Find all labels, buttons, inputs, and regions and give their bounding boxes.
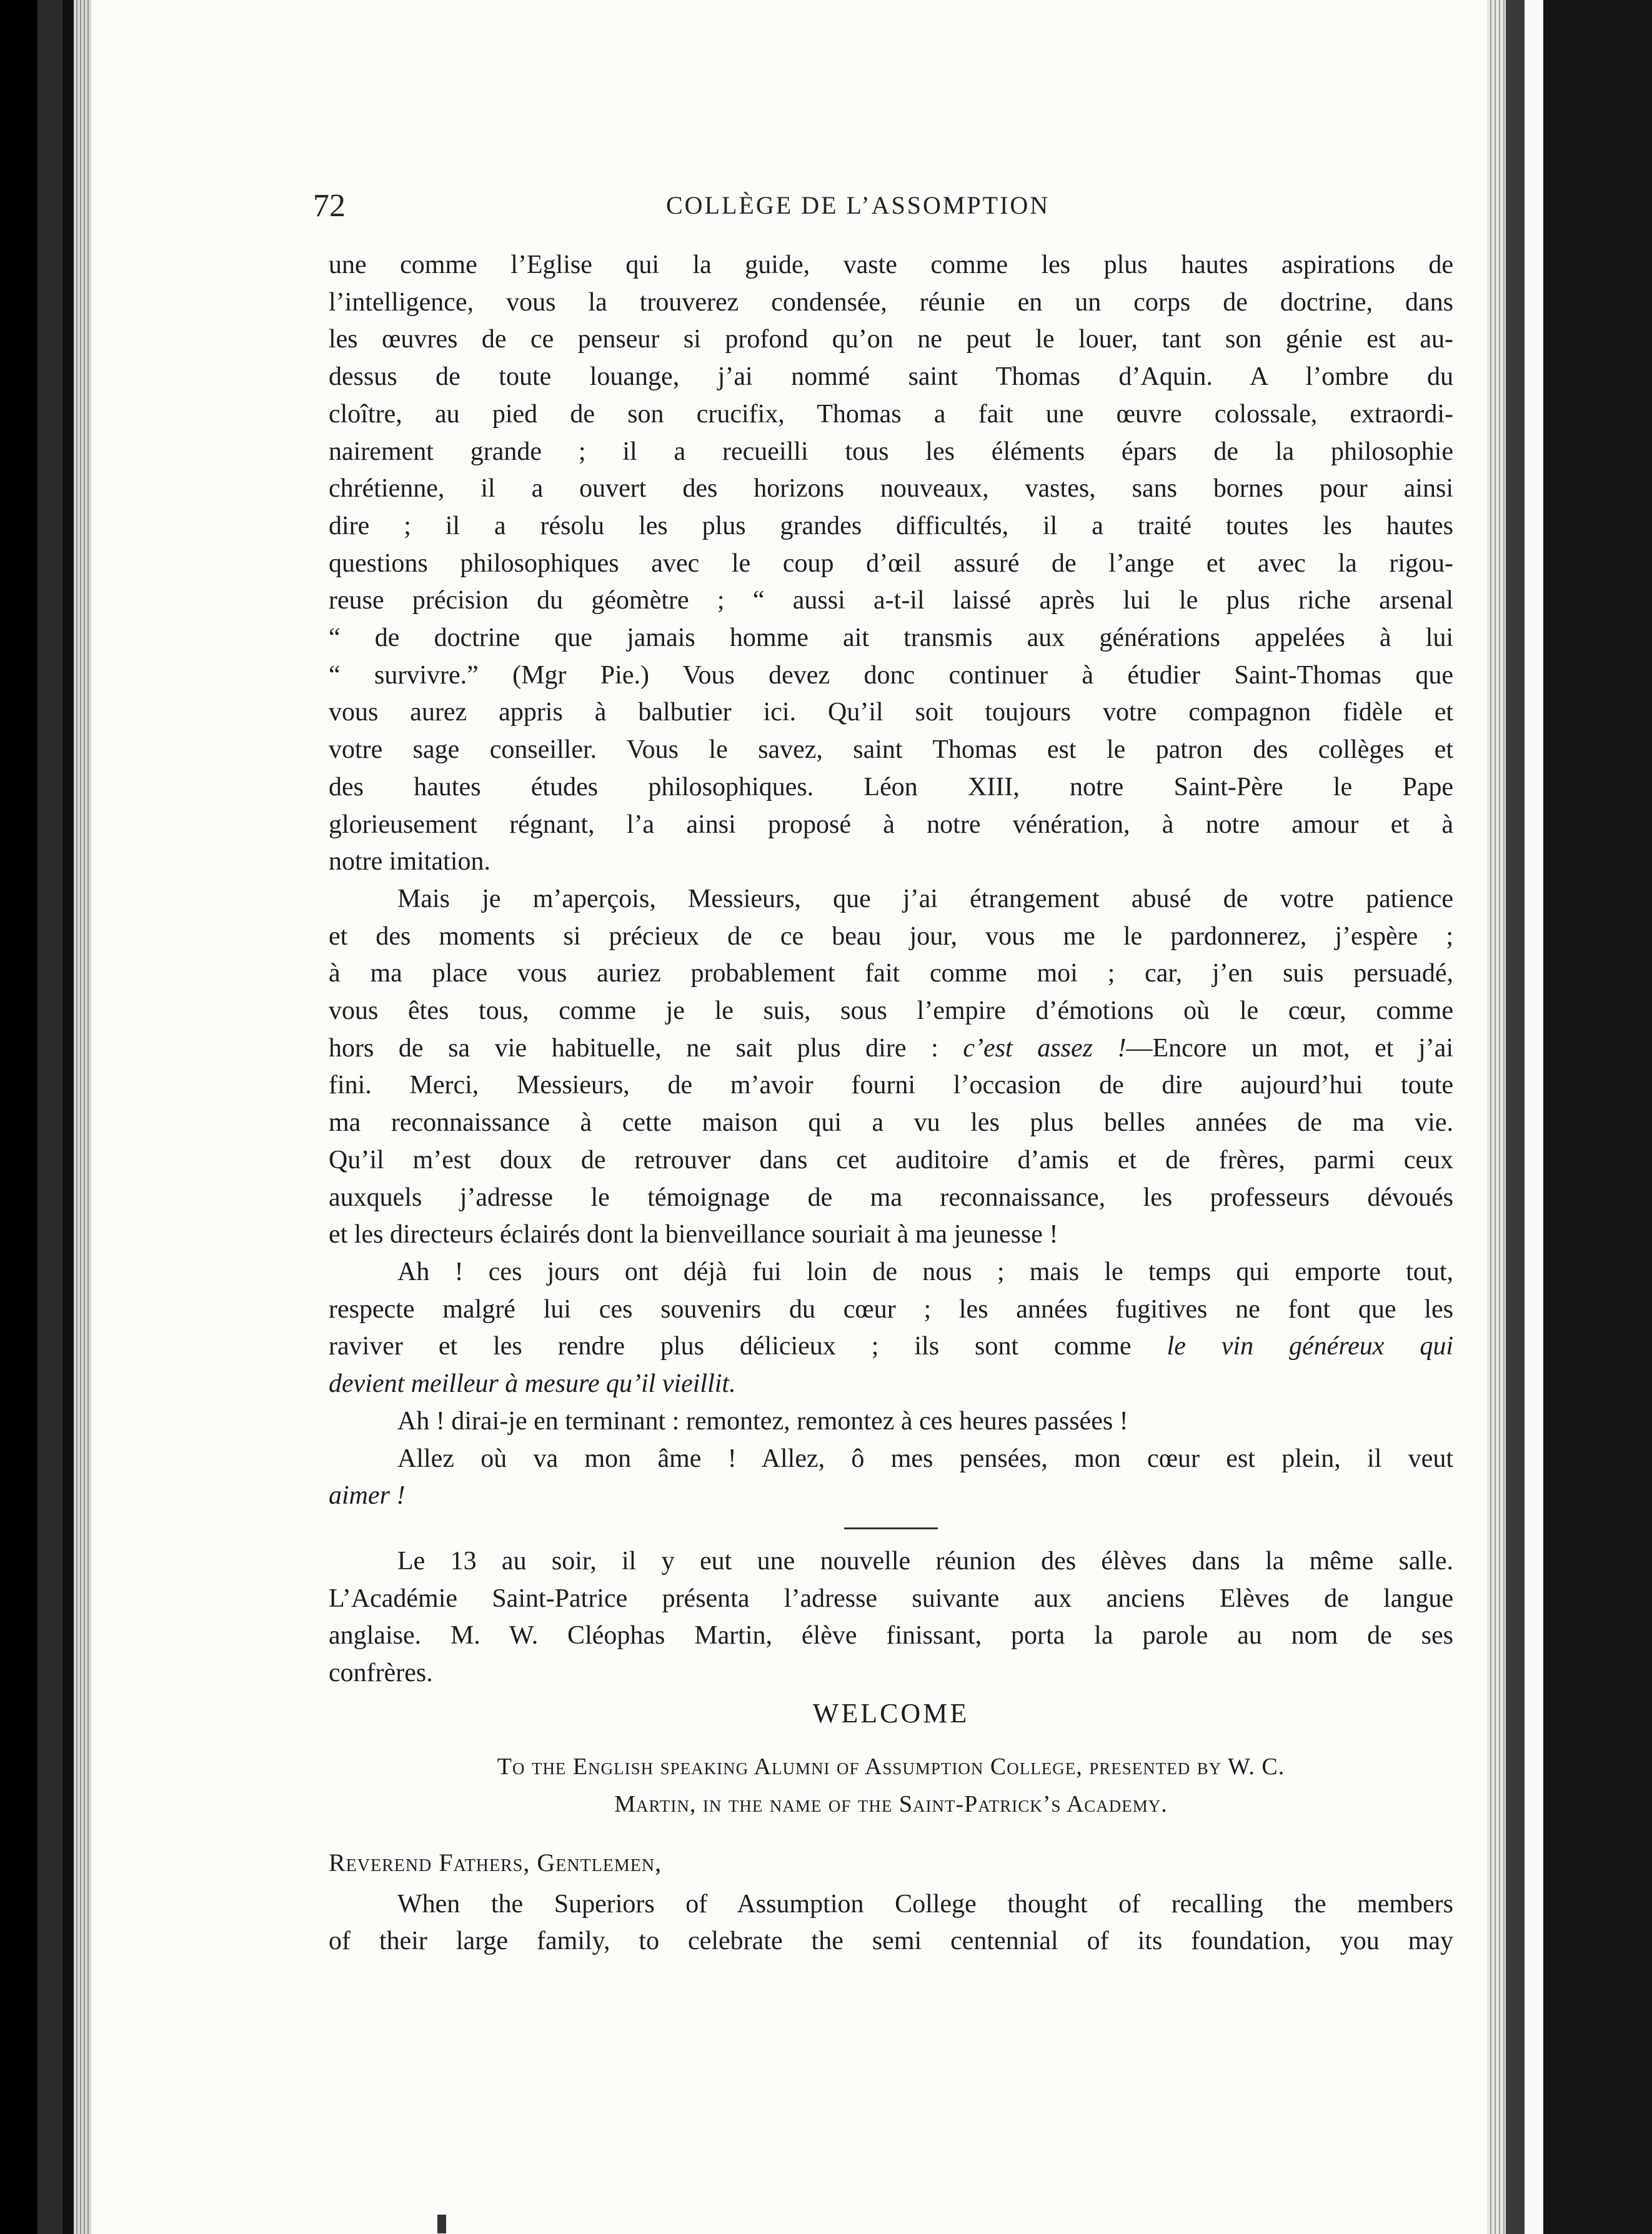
- subtitle-line: Martin, in the name of the Saint-Patrick’s Academy.: [614, 1790, 1168, 1817]
- text-line: fini. Merci, Messieurs, de m’avoir fourni l’occasion de dire aujourd’hui toute: [329, 1071, 1453, 1100]
- text-fragment: —Encore un mot, et j’ai: [1126, 1033, 1453, 1063]
- page-number: 72: [313, 188, 346, 224]
- text-line: des hautes études philosophiques. Léon XIII, notre Saint-Père le Pape: [329, 772, 1453, 802]
- text-line: Qu’il m’est doux de retrouver dans cet auditoire d’amis et de frères, parmi ceux: [329, 1145, 1453, 1174]
- text-line: “ survivre.” (Mgr Pie.) Vous devez donc continuer à étudier Saint-Thomas que: [329, 660, 1453, 690]
- text-line: [329, 1030, 1453, 1068]
- text-line: nairement grande ; il a recueilli tous les éléments épars de la philosophie: [329, 437, 1453, 466]
- text-line: [329, 1328, 1453, 1366]
- page-edge-right: [1487, 0, 1506, 2234]
- text-line: L’Académie Saint-Patrice présenta l’adresse suivante aux anciens Elèves de langue: [329, 1584, 1453, 1613]
- text-line: vous aurez appris à balbutier ici. Qu’il soit toujours votre compagnon fidèle et: [329, 698, 1453, 727]
- text-line: vous êtes tous, comme je le suis, sous l’empire d’émotions où le cœur, comme: [329, 996, 1453, 1026]
- italic-phrase: le vin généreux qui: [1167, 1332, 1454, 1361]
- welcome-subtitle: [329, 1748, 1453, 1823]
- text-line: of their large family, to celebrate the semi centennial of its foundation, you may: [329, 1927, 1453, 1956]
- text-line: Ah ! ces jours ont déjà fui loin de nous ; mais le temps qui emporte tout,: [397, 1257, 1453, 1286]
- text-line: dire ; il a résolu les plus grandes difficultés, il a traité toutes les hautes: [329, 511, 1453, 540]
- text-line: Allez où va mon âme ! Allez, ô mes pensées, mon cœur est plein, il veut: [397, 1444, 1453, 1473]
- text-line: When the Superiors of Assumption College thought of recalling the members: [397, 1889, 1453, 1919]
- text-line: votre sage conseiller. Vous le savez, saint Thomas est le patron des collèges et: [329, 735, 1453, 765]
- paragraph-allez: [329, 1441, 1453, 1515]
- text-line: dessus de toute louange, j’ai nommé saint Thomas d’Aquin. A l’ombre du: [329, 362, 1453, 392]
- text-line: “ de doctrine que jamais homme ait transmis aux générations appelées à lui: [329, 623, 1453, 653]
- text-line: l’intelligence, vous la trouverez condensée, réunie en un corps de doctrine, dans: [329, 287, 1453, 317]
- text-line: à ma place vous auriez probablement fait comme moi ; car, j’en suis persuadé,: [329, 959, 1453, 988]
- italic-line: devient meilleur à mesure qu’il vieillit.: [329, 1369, 736, 1399]
- text-line: et les directeurs éclairés dont la bienveillance souriait à ma jeunesse !: [329, 1220, 1058, 1249]
- welcome-title: WELCOME: [812, 1697, 970, 1729]
- text-fragment: hors de sa vie habituelle, ne sait plus dire :: [329, 1033, 938, 1063]
- text-line: les œuvres de ce penseur si profond qu’on ne peut le louer, tant son génie est au-: [329, 325, 1453, 354]
- text-line: reuse précision du géomètre ; “ aussi a-t-il laissé après lui le plus riche arsenal: [329, 586, 1453, 615]
- text-line: et des moments si précieux de ce beau jour, vous me le pardonnerez, j’espère ;: [329, 921, 1453, 951]
- italic-line: aimer !: [329, 1481, 406, 1511]
- page-edge-left: [74, 0, 91, 2234]
- text-line: anglaise. M. W. Cléophas Martin, élève finissant, porta la parole au nom de ses: [329, 1621, 1453, 1651]
- text-line: Mais je m’aperçois, Messieurs, que j’ai étrangement abusé de votre patience: [397, 884, 1453, 913]
- text-line: Ah ! dirai-je en terminant : remontez, remontez à ces heures passées !: [397, 1406, 1128, 1436]
- paragraph-thomas: [329, 247, 1453, 881]
- paragraph-dirai: [329, 1403, 1453, 1441]
- running-head: COLLÈGE DE L’ASSOMPTION: [666, 191, 1050, 219]
- text-line: Le 13 au soir, il y eut une nouvelle réunion des élèves dans la même salle.: [397, 1546, 1453, 1576]
- text-line: notre imitation.: [329, 847, 490, 876]
- text-line: respecte malgré lui ces souvenirs du cœur ; les années fugitives ne font que les: [329, 1294, 1453, 1324]
- paragraph-ah: [329, 1254, 1453, 1403]
- salutation: Reverend Fathers, Gentlemen,: [329, 1848, 662, 1877]
- italic-phrase: c’est assez !: [963, 1033, 1127, 1063]
- subtitle-line: To the English speaking Alumni of Assumption College, presented by W. C.: [497, 1753, 1285, 1780]
- paragraph-mais: [329, 881, 1453, 1254]
- text-line: une comme l’Eglise qui la guide, vaste comme les plus hautes aspirations de: [329, 251, 1453, 279]
- paragraph-reunion: [329, 1543, 1453, 1692]
- text-line: confrères.: [329, 1659, 433, 1688]
- text-line: ma reconnaissance à cette maison qui a vu les plus belles années de ma vie.: [329, 1108, 1453, 1138]
- text-line: cloître, au pied de son crucifix, Thomas a fait une œuvre colossale, extraordi-: [329, 399, 1453, 429]
- text-fragment: raviver et les rendre plus délicieux ; ils sont comme: [329, 1332, 1132, 1361]
- text-line: glorieusement régnant, l’a ainsi proposé à notre vénération, à notre amour et à: [329, 810, 1453, 839]
- page-body: [329, 247, 1453, 1960]
- paragraph-when: [329, 1886, 1453, 1960]
- text-line: auxquels j’adresse le témoignage de ma reconnaissance, les professeurs dévoués: [329, 1183, 1453, 1212]
- scan-speck: [437, 2215, 446, 2233]
- book-page: [91, 0, 1487, 2234]
- section-divider: [844, 1527, 938, 1529]
- text-line: chrétienne, il a ouvert des horizons nouveaux, vastes, sans bornes pour ainsi: [329, 474, 1453, 504]
- text-line: questions philosophiques avec le coup d’œil assuré de l’ange et avec la rigou-: [329, 549, 1453, 578]
